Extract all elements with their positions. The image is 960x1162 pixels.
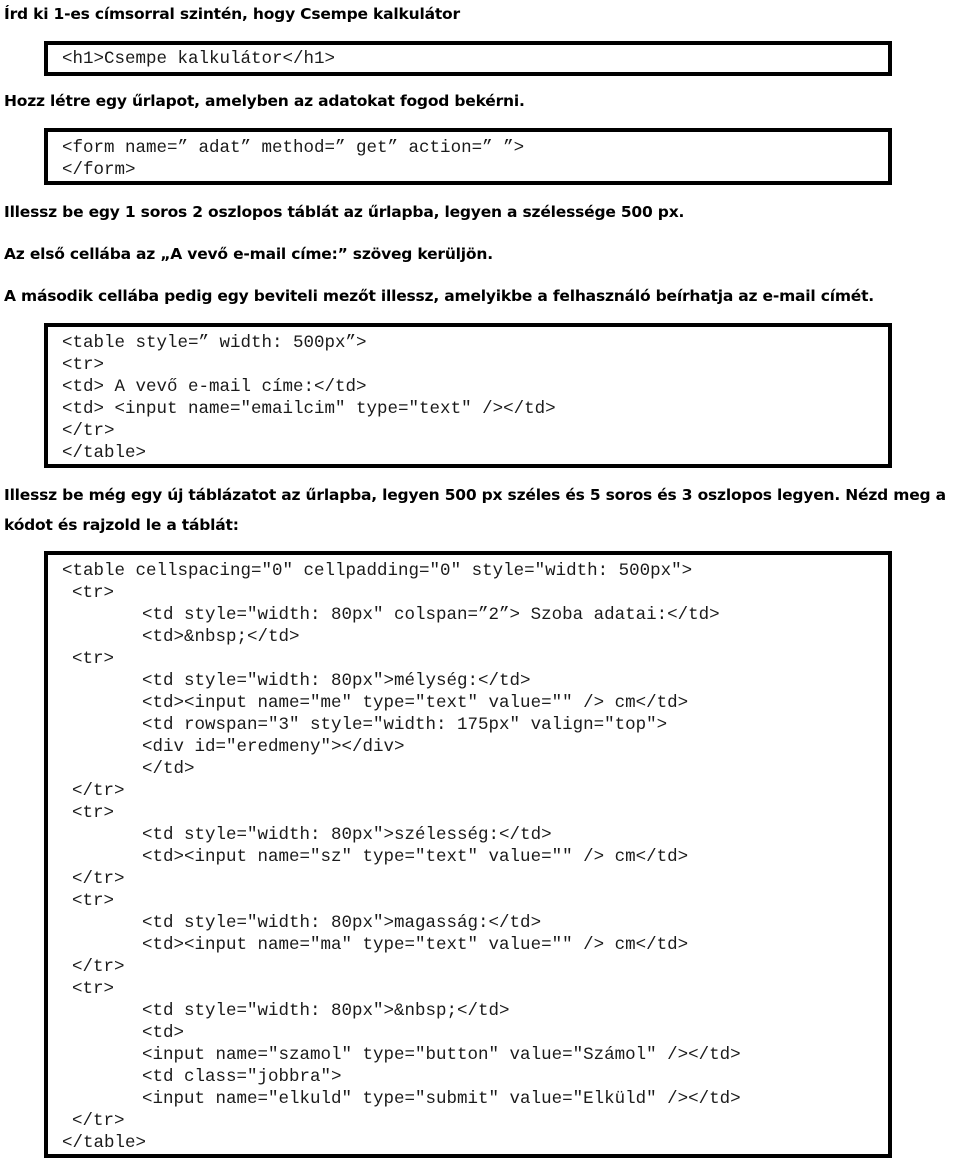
instruction-table-1: Illessz be egy 1 soros 2 oszlopos táblát az űrlapba, legyen a szélessége 500 px. — [4, 203, 685, 221]
code-block-h1 — [44, 41, 892, 76]
code-line: <td><input name="sz" type="text" value="" /> cm</td> — [142, 847, 689, 867]
code-line: <td style="width: 80px" colspan=”2”> Szoba adatai:</td> — [142, 605, 720, 625]
code-line: <input name="szamol" type="button" value="Számol" /></td> — [142, 1045, 741, 1065]
code-line: <tr> — [62, 355, 105, 375]
code-block-form — [44, 128, 892, 185]
code-line: </td> — [142, 759, 195, 779]
code-line: <td style="width: 80px">szélesség:</td> — [142, 825, 552, 845]
code-line: </table> — [62, 1133, 147, 1153]
code-block-email-table — [44, 323, 892, 468]
instruction-room-table: Illessz be még egy új táblázatot az űrlapba, legyen 500 px széles és 5 soros és 3 oszlopos legyen. Nézd meg a kódot és rajzold le a táblát: — [4, 486, 946, 534]
code-line: <input name="elkuld" type="submit" value="Elküld" /></td> — [142, 1089, 741, 1109]
code-line: </tr> — [72, 781, 125, 801]
code-line: </tr> — [72, 957, 125, 977]
code-line: </tr> — [62, 421, 115, 441]
code-line: <tr> — [72, 649, 115, 669]
code-line: <td>&nbsp;</td> — [142, 627, 300, 647]
code-line: <td><input name="ma" type="text" value="" /> cm</td> — [142, 935, 689, 955]
code-line: <tr> — [72, 891, 115, 911]
code-line: <td rowspan="3" style="width: 175px" valign="top"> — [142, 715, 668, 735]
code-line: <td class="jobbra"> — [142, 1067, 342, 1087]
code-line: <table style=” width: 500px”> — [62, 333, 367, 353]
code-line: <table cellspacing="0" cellpadding="0" style="width: 500px"> — [62, 561, 693, 581]
code-line: <tr> — [72, 583, 115, 603]
code-line: <td style="width: 80px">&nbsp;</td> — [142, 1001, 510, 1021]
code-line: <div id="eredmeny"></div> — [142, 737, 405, 757]
instruction-table-3: A második cellába pedig egy beviteli mezőt illessz, amelyikbe a felhasználó beírhatja az e-mail címét. — [4, 287, 874, 305]
code-line: <tr> — [72, 979, 115, 999]
code-line: <td style="width: 80px">magasság:</td> — [142, 913, 542, 933]
code-line: <td style="width: 80px">mélység:</td> — [142, 671, 531, 691]
code-line: <form name=” adat” method=” get” action=” ”> — [62, 138, 525, 158]
instruction-form: Hozz létre egy űrlapot, amelyben az adatokat fogod bekérni. — [4, 92, 525, 110]
code-line: <h1>Csempe kalkulátor</h1> — [62, 49, 336, 69]
code-line: </tr> — [72, 869, 125, 889]
code-line: <td> <input name="emailcim" type="text" /></td> — [62, 399, 556, 419]
instruction-table-2: Az első cellába az „A vevő e-mail címe:” szöveg kerüljön. — [4, 245, 493, 263]
code-line: <td> A vevő e-mail címe:</td> — [62, 377, 367, 397]
code-line: </tr> — [72, 1111, 125, 1131]
code-line: <td><input name="me" type="text" value="" /> cm</td> — [142, 693, 689, 713]
instruction-heading: Írd ki 1-es címsorral szintén, hogy Csempe kalkulátor — [4, 5, 460, 23]
code-line: <td> — [142, 1023, 185, 1043]
code-line: </form> — [62, 160, 136, 180]
code-line: <tr> — [72, 803, 115, 823]
code-block-room-table — [44, 551, 892, 1158]
code-line: </table> — [62, 443, 147, 463]
